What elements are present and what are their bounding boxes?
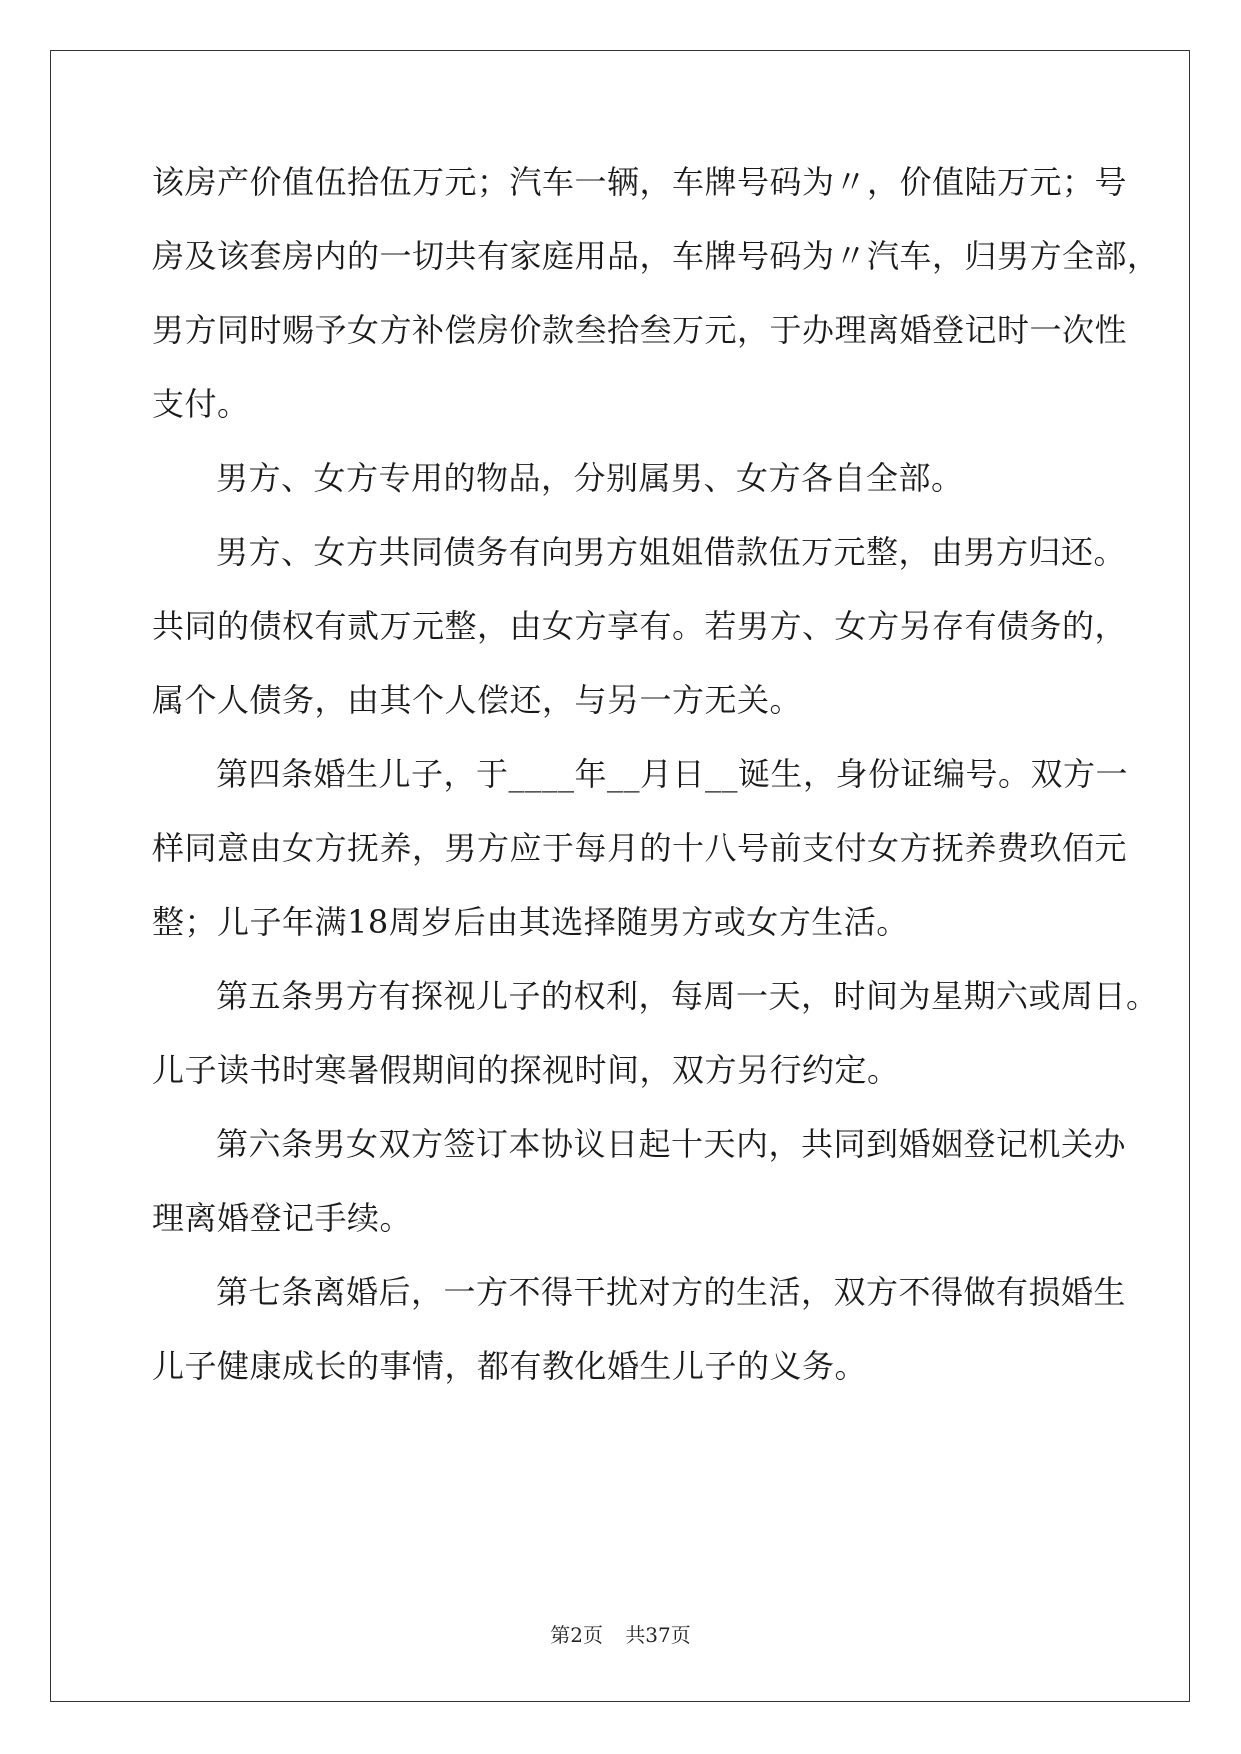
page-footer <box>0 1622 1241 1648</box>
text-line: 儿子读书时寒暑假期间的探视时间，双方另行约定。 <box>152 1051 900 1089</box>
text-line: 属个人债务，由其个人偿还，与另一方无关。 <box>152 681 803 719</box>
text-line: 男方、女方专用的物品，分别属男、女方各自全部。 <box>216 459 964 497</box>
text-line: 房及该套房内的一切共有家庭用品，车牌号码为〃汽车，归男方全部， <box>152 237 1160 275</box>
text-line: 男方同时赐予女方补偿房价款叁拾叁万元，于办理离婚登记时一次性 <box>152 311 1128 349</box>
page-border <box>50 50 1190 1702</box>
text-line: 第七条离婚后，一方不得干扰对方的生活，双方不得做有损婚生 <box>216 1273 1127 1311</box>
text-line: 共同的债权有贰万元整，由女方享有。若男方、女方另存有债务的， <box>152 607 1128 645</box>
text-line: 第六条男女双方签订本协议日起十天内，共同到婚姻登记机关办 <box>216 1125 1127 1163</box>
text-line: 理离婚登记手续。 <box>152 1199 413 1237</box>
page-number-current: 第2页 <box>550 1623 603 1647</box>
text-line: 男方、女方共同债务有向男方姐姐借款伍万元整，由男方归还。 <box>216 533 1127 571</box>
page-number-total: 共37页 <box>625 1623 691 1647</box>
text-line: 第五条男方有探视儿子的权利，每周一天，时间为星期六或周日。 <box>216 977 1159 1015</box>
text-line: 样同意由女方抚养，男方应于每月的十八号前支付女方抚养费玖佰元 <box>152 829 1128 867</box>
text-line: 儿子健康成长的事情，都有教化婚生儿子的义务。 <box>152 1347 868 1385</box>
text-line: 整；儿子年满18周岁后由其选择随男方或女方生活。 <box>152 903 909 941</box>
text-line: 支付。 <box>152 385 250 423</box>
text-line: 该房产价值伍拾伍万元；汽车一辆，车牌号码为〃，价值陆万元；号 <box>152 163 1128 201</box>
text-line: 第四条婚生儿子，于____年__月日__诞生，身份证编号。双方一 <box>216 755 1129 793</box>
